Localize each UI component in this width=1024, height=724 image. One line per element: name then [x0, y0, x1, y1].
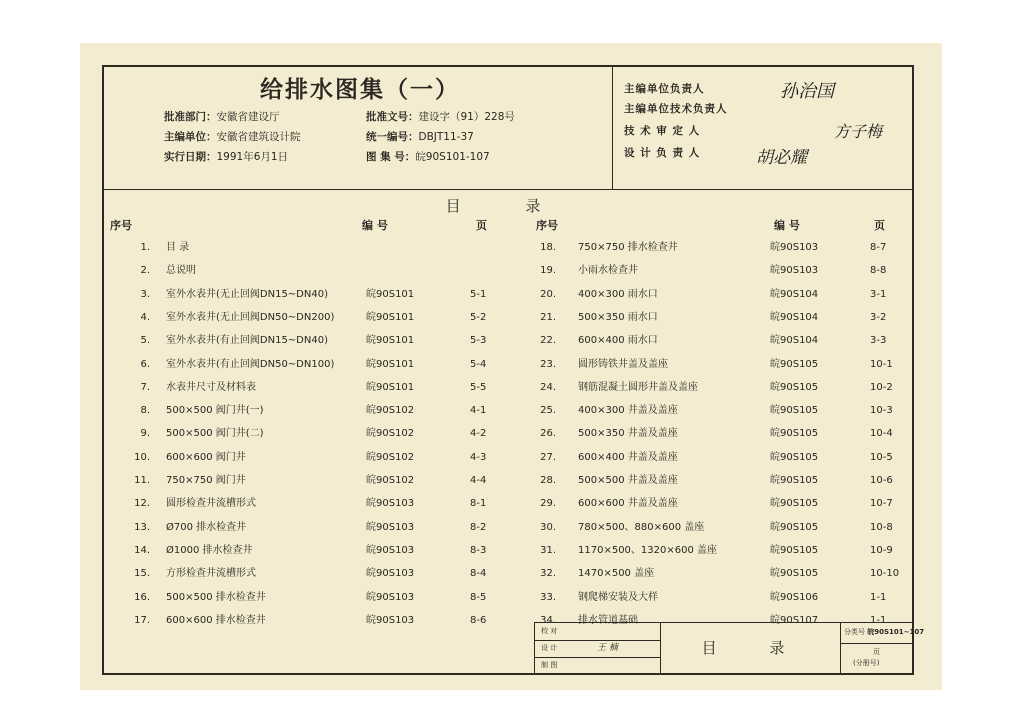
toc-row: [104, 447, 912, 469]
toc-seq: 14.: [134, 544, 150, 556]
toc-row: [104, 307, 912, 329]
impl-date: [164, 149, 288, 164]
toc-page: 10-3: [870, 405, 893, 417]
col-code-right: 编 号: [774, 219, 800, 232]
toc-code: 皖90S101: [366, 381, 415, 393]
catalog-value: 皖90S101~107: [867, 628, 925, 636]
impl-date-label: 实行日期：: [164, 151, 217, 163]
draw-label: 制 图: [541, 661, 558, 669]
toc-title: 1470×500 盖座: [578, 568, 655, 580]
toc-seq: 18.: [540, 242, 556, 253]
catalog-label: 分类号: [844, 628, 865, 636]
toc-page: 8-5: [470, 591, 487, 603]
approval-doc-value: 建设字（91）228号: [418, 111, 515, 123]
draw-row: [535, 657, 660, 674]
toc-code: 皖90S103: [770, 242, 819, 253]
col-page-left: 页: [476, 219, 487, 232]
toc-seq: 25.: [540, 405, 556, 417]
toc-title: 600×600 井盖及盖座: [578, 498, 678, 510]
toc-row: [104, 563, 912, 585]
col-page-right: 页: [874, 219, 885, 232]
toc-seq: 32.: [540, 568, 556, 580]
toc-title: 400×300 井盖及盖座: [578, 405, 678, 417]
page-title: 给排水图集（一）: [260, 76, 460, 103]
toc-seq: 1.: [140, 242, 150, 253]
design-label: 设 计: [541, 644, 558, 652]
unified-no: [366, 129, 474, 144]
toc-code: 皖90S107: [770, 614, 819, 626]
toc-code: 皖90S105: [770, 405, 819, 417]
approval-dept-value: 安徽省建设厅: [216, 111, 280, 123]
toc-seq: 19.: [540, 265, 556, 277]
toc-seq: 12.: [134, 498, 150, 510]
toc-code: 皖90S103: [366, 568, 415, 580]
toc-row: [104, 354, 912, 376]
toc-seq: 33.: [540, 591, 556, 603]
toc-page: 5-3: [470, 335, 487, 347]
toc-code: 皖90S102: [366, 451, 415, 463]
editor-unit: [164, 129, 301, 144]
toc-page: 10-2: [870, 381, 893, 393]
toc-page: 8-6: [470, 614, 487, 626]
toc-title: 小雨水检查井: [578, 265, 638, 277]
toc-title: 400×300 雨水口: [578, 288, 658, 300]
toc-title: 室外水表井(有止回阀DN15~DN40): [166, 335, 328, 347]
toc-seq: 7.: [140, 381, 150, 393]
toc-row: [104, 400, 912, 422]
reviewer-label: 技 术 审 定 人: [624, 125, 701, 137]
toc-page: 5-4: [470, 358, 487, 370]
toc-title: 水表井尺寸及材料表: [166, 381, 256, 393]
toc-title: 室外水表井(无止回阀DN50~DN200): [166, 311, 335, 323]
toc-row: [104, 260, 912, 282]
atlas-no-label: 图 集 号：: [366, 151, 416, 163]
toc-page: 4-2: [470, 428, 487, 440]
toc-page: 4-3: [470, 451, 487, 463]
toc-seq: 23.: [540, 358, 556, 370]
toc-row: [104, 517, 912, 539]
approval-dept-label: 批准部门：: [164, 111, 217, 123]
toc-title: 室外水表井(有止回阀DN50~DN100): [166, 358, 335, 370]
col-seq-left: 序号: [110, 219, 132, 232]
toc-page: 10-7: [870, 498, 893, 510]
toc-title: 500×500 排水检查井: [166, 591, 266, 603]
toc-page: 4-1: [470, 405, 487, 417]
toc-code: 皖90S101: [366, 288, 415, 300]
toc-row: [104, 470, 912, 492]
toc-title: Ø700 排水检查井: [166, 521, 247, 533]
atlas-no-value: 皖90S101-107: [415, 151, 490, 163]
toc-page: 3-3: [870, 335, 887, 347]
toc-seq: 30.: [540, 521, 556, 533]
toc-seq: 24.: [540, 381, 556, 393]
toc-seq: 8.: [140, 405, 150, 417]
toc-seq: 28.: [540, 475, 556, 486]
toc-page: 10-4: [870, 428, 893, 440]
designer-label: 设 计 负 责 人: [624, 147, 701, 159]
catalog-divider: [841, 643, 914, 644]
drawing-frame: [102, 65, 925, 675]
toc-code: 皖90S102: [366, 475, 415, 486]
signature-1: 孙治国: [780, 81, 834, 102]
toc-page: 10-9: [870, 544, 893, 556]
toc-row: [104, 377, 912, 399]
toc-code: 皖90S103: [770, 265, 819, 277]
toc-code: 皖90S104: [770, 288, 819, 300]
approval-doc: [366, 109, 515, 124]
design-row: [535, 640, 660, 658]
approval-doc-label: 批准文号：: [366, 111, 419, 123]
toc-seq: 10.: [134, 451, 150, 463]
toc-title: 排水管道基础: [578, 614, 638, 626]
toc-code: 皖90S105: [770, 358, 819, 370]
toc-title: 方形检查井流槽形式: [166, 568, 256, 580]
toc-title: 600×600 排水检查井: [166, 614, 266, 626]
toc-heading: 目 录: [445, 197, 571, 215]
toc-seq: 31.: [540, 544, 556, 556]
toc-row: [104, 237, 912, 259]
toc-page: 4-4: [470, 475, 487, 486]
toc-seq: 3.: [140, 288, 150, 300]
toc-page: 3-1: [870, 288, 887, 300]
toc-code: 皖90S103: [366, 614, 415, 626]
check-row: [535, 623, 660, 641]
toc-title: 钢筋混凝土圆形井盖及盖座: [578, 381, 698, 393]
toc-title: 600×400 井盖及盖座: [578, 451, 678, 463]
toc-title: 500×500 阀门井(一): [166, 405, 264, 417]
toc-seq: 5.: [140, 335, 150, 347]
toc-title: 圆形铸铁井盖及盖座: [578, 358, 668, 370]
toc-seq: 21.: [540, 311, 556, 323]
toc-seq: 22.: [540, 335, 556, 347]
title-block: [104, 67, 912, 190]
toc-row: [104, 587, 912, 609]
unified-no-label: 统一编号：: [366, 131, 419, 143]
toc-page: 10-5: [870, 451, 893, 463]
toc-page: 8-7: [870, 242, 887, 253]
toc-page: 10-8: [870, 521, 893, 533]
toc-title: 600×400 雨水口: [578, 335, 658, 347]
signature-2: 方子梅: [834, 122, 883, 141]
title-block-left: [104, 67, 613, 189]
toc-page: 8-4: [470, 568, 487, 580]
toc-code: 皖90S102: [366, 428, 415, 440]
toc-seq: 2.: [140, 265, 150, 277]
bottom-title-block: [534, 622, 925, 674]
approval-dept: [164, 109, 280, 124]
toc-code: 皖90S101: [366, 311, 415, 323]
col-seq-right: 序号: [536, 219, 558, 232]
toc-title: 圆形检查井流槽形式: [166, 498, 256, 510]
toc-seq: 13.: [134, 521, 150, 533]
toc-seq: 26.: [540, 428, 556, 440]
toc-seq: 11.: [134, 475, 150, 486]
editor-unit-label: 主编单位：: [164, 131, 217, 143]
toc-seq: 9.: [140, 428, 150, 440]
toc-title: 750×750 排水检查井: [578, 242, 678, 253]
toc-code: 皖90S103: [366, 521, 415, 533]
signature-3: 胡必耀: [756, 148, 807, 168]
toc-code: 皖90S105: [770, 475, 819, 486]
toc-title: 500×350 雨水口: [578, 311, 658, 323]
toc-code: 皖90S103: [366, 544, 415, 556]
toc-page: 1-1: [870, 614, 887, 626]
toc-seq: 20.: [540, 288, 556, 300]
volume-label: (分册号): [853, 659, 880, 667]
drawing-sheet: [80, 43, 942, 690]
toc-seq: 6.: [140, 358, 150, 370]
unified-no-value: DBJT11-37: [418, 131, 474, 143]
sheet-title: 目 录: [701, 639, 809, 657]
toc-title: 500×350 井盖及盖座: [578, 428, 678, 440]
toc-title: 总说明: [166, 265, 196, 277]
toc-title: 室外水表井(无止回阀DN15~DN40): [166, 288, 328, 300]
toc-title: 目 录: [166, 242, 190, 253]
toc-page: 10-10: [870, 568, 900, 580]
toc-seq: 4.: [140, 311, 150, 323]
toc-code: 皖90S105: [770, 521, 819, 533]
title-block-right: [612, 67, 912, 189]
toc-page: 8-8: [870, 265, 887, 277]
toc-code: 皖90S101: [366, 358, 415, 370]
toc-code: 皖90S101: [366, 335, 415, 347]
toc-seq: 29.: [540, 498, 556, 510]
toc-title: 600×600 阀门井: [166, 451, 246, 463]
toc-page: 5-2: [470, 311, 487, 323]
toc-code: 皖90S103: [366, 591, 415, 603]
toc-title: 钢爬梯安装及大样: [578, 591, 658, 603]
toc-seq: 17.: [134, 614, 150, 626]
atlas-no: [366, 149, 490, 164]
page-label: 页: [873, 648, 880, 656]
toc-seq: 15.: [134, 568, 150, 580]
toc-title: 750×750 阀门井: [166, 475, 246, 486]
toc-code: 皖90S105: [770, 451, 819, 463]
toc-code: 皖90S104: [770, 311, 819, 323]
col-code-left: 编 号: [362, 219, 388, 232]
toc-page: 5-1: [470, 288, 487, 300]
toc-title: 1170×500、1320×600 盖座: [578, 544, 718, 556]
sign-off-table: [535, 623, 661, 674]
toc-row: [104, 330, 912, 352]
toc-code: 皖90S105: [770, 544, 819, 556]
toc-title: 780×500、880×600 盖座: [578, 521, 705, 533]
toc-code: 皖90S102: [366, 405, 415, 417]
chief-unit-head-label: 主编单位负责人: [624, 83, 705, 95]
toc-code: 皖90S105: [770, 568, 819, 580]
toc-page: 3-2: [870, 311, 887, 323]
toc-page: 8-2: [470, 521, 487, 533]
toc-code: 皖90S105: [770, 498, 819, 510]
toc-code: 皖90S103: [366, 498, 415, 510]
toc-seq: 16.: [134, 591, 150, 603]
toc-page: 10-1: [870, 358, 893, 370]
catalog-number: [844, 627, 924, 637]
toc-row: [104, 493, 912, 515]
toc-seq: 34.: [540, 614, 556, 626]
design-signature: 王 楠: [597, 643, 618, 653]
toc-row: [104, 423, 912, 445]
check-label: 校 对: [541, 627, 558, 635]
toc-page: 8-3: [470, 544, 487, 556]
toc-title: 500×500 井盖及盖座: [578, 475, 678, 486]
toc-page: 10-6: [870, 475, 893, 486]
toc-code: 皖90S105: [770, 381, 819, 393]
toc-title: Ø1000 排水检查井: [166, 544, 253, 556]
toc-page: 5-5: [470, 381, 487, 393]
tech-head-label: 主编单位技术负责人: [624, 103, 728, 115]
toc-code: 皖90S104: [770, 335, 819, 347]
toc-code: 皖90S106: [770, 591, 819, 603]
toc-row: [104, 284, 912, 306]
toc-seq: 27.: [540, 451, 556, 463]
toc-page: 8-1: [470, 498, 487, 510]
impl-date-value: 1991年6月1日: [216, 151, 289, 163]
toc-code: 皖90S105: [770, 428, 819, 440]
catalog-box: [840, 623, 925, 674]
toc-page: 1-1: [870, 591, 887, 603]
toc-row: [104, 540, 912, 562]
editor-unit-value: 安徽省建筑设计院: [216, 131, 301, 143]
toc-title: 500×500 阀门井(二): [166, 428, 264, 440]
